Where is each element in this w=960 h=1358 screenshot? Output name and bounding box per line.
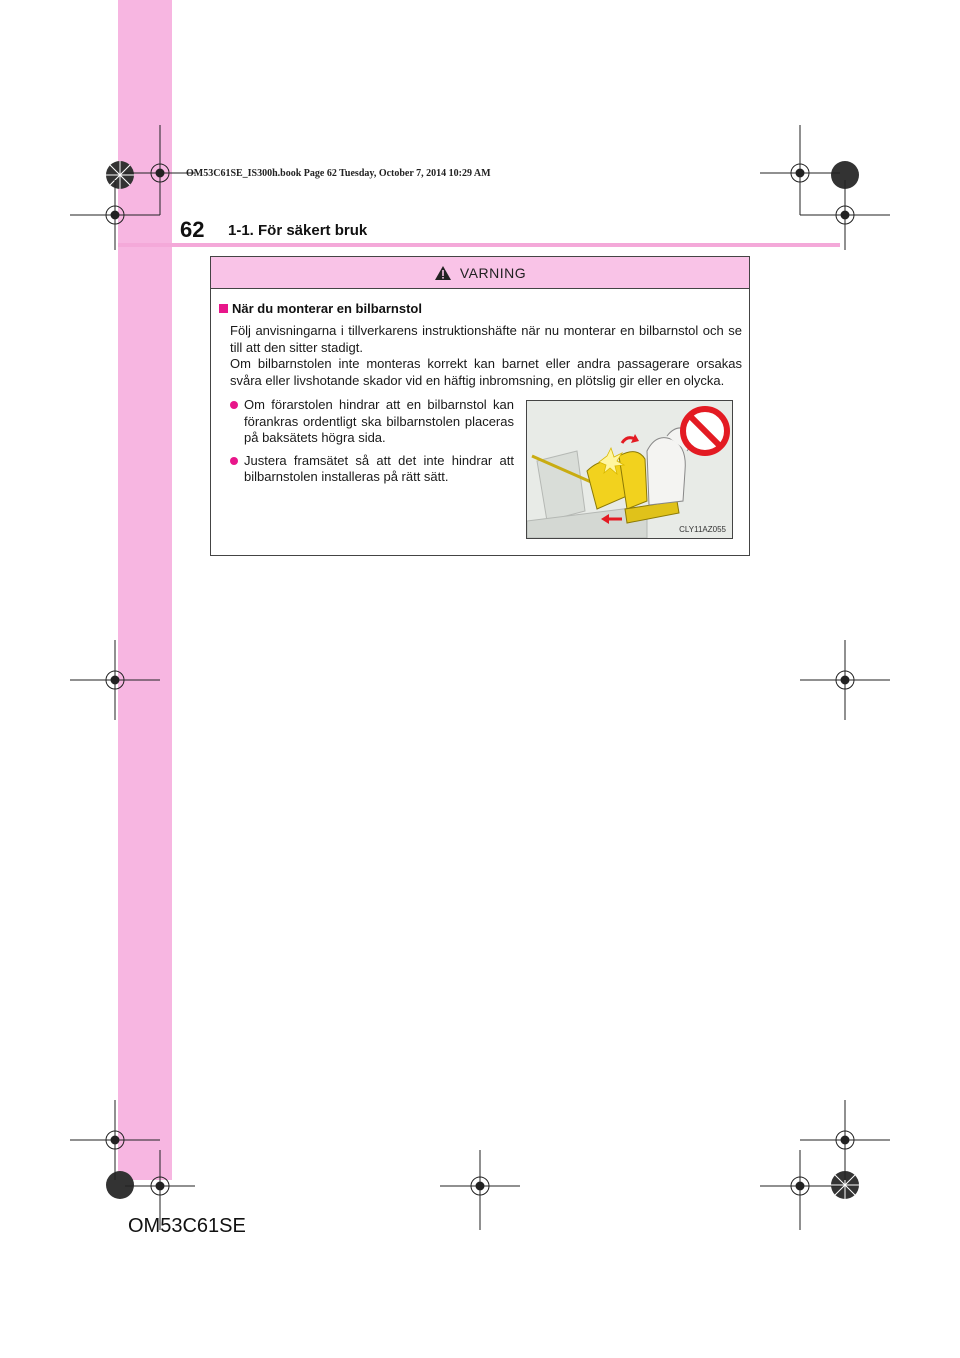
square-bullet-icon: [219, 304, 228, 313]
bullet-text: Om förarstolen hindrar att en bilbarnstol kan förankras ordentligt ska bilbarnstolen placeras på baksätets högra sida.: [244, 397, 514, 445]
crosshair-icon: [440, 1150, 520, 1230]
warning-header: [211, 257, 749, 289]
warning-paragraph: Om bilbarnstolen inte monteras korrekt kan barnet eller andra passagerare orsakas svåra eller livshotande skador vid en häftig inbromsning, en plötslig gir eller en olycka.: [230, 356, 742, 388]
warning-triangle-icon: [434, 265, 452, 281]
child-seat-drawing: [527, 401, 732, 538]
crosshair-icon: [760, 125, 840, 215]
crosshair-icon: [125, 125, 195, 215]
crosshair-icon: [800, 640, 890, 720]
warning-topic: [219, 301, 422, 316]
warning-title: VARNING: [459, 264, 527, 281]
bullet-dot-icon: [230, 401, 238, 409]
child-seat-illustration: [526, 400, 733, 539]
crosshair-icon: [760, 1150, 840, 1230]
warning-box: [210, 256, 750, 556]
section-title: 1-1. För säkert bruk: [228, 222, 368, 239]
list-item: [230, 397, 514, 447]
manual-code: OM53C61SE: [128, 1215, 246, 1237]
warning-paragraph: Följ anvisningarna i tillverkarens instruktionshäfte när nu monterar en bilbarnstol och se till att den sitter stadigt.: [230, 323, 742, 355]
bullet-dot-icon: [230, 457, 238, 465]
list-item: [230, 453, 514, 486]
bullet-text: Justera framsätet så att det inte hindrar att bilbarnstolen installeras på rätt sätt.: [244, 452, 514, 484]
book-info-line: OM53C61SE_IS300h.book Page 62 Tuesday, October 7, 2014 10:29 AM: [186, 168, 491, 179]
page-number: 62: [180, 217, 205, 242]
warning-paragraphs: [230, 323, 742, 389]
warning-topic-text: När du monterar en bilbarnstol: [232, 301, 422, 316]
warning-bullet-list: [230, 397, 514, 492]
figure-code: CLY11AZ055: [679, 525, 726, 534]
header-rule: [118, 243, 840, 247]
crosshair-icon: [70, 640, 160, 720]
